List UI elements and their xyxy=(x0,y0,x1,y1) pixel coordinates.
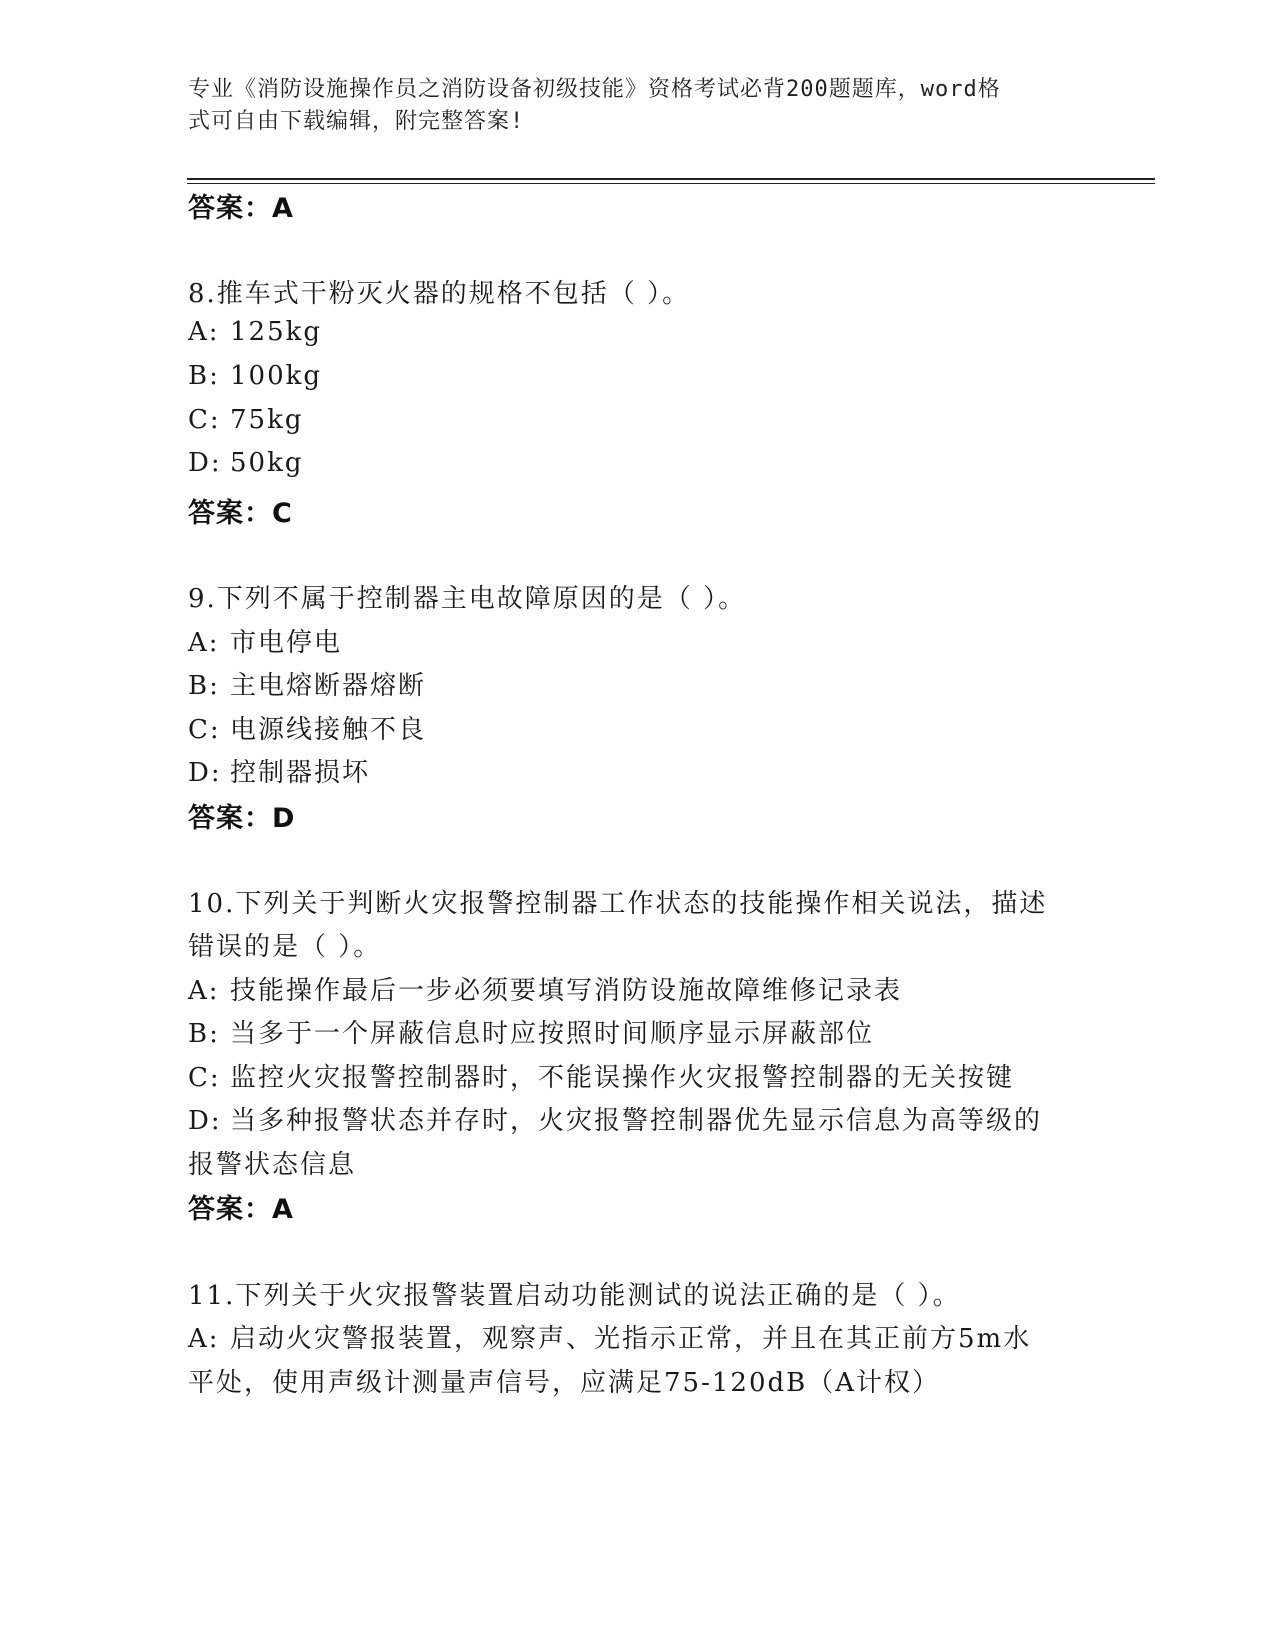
q11-option-a xyxy=(188,1318,1031,1355)
question-9-stem: 9.下列不属于控制器主电故障原因的是（ ）。 xyxy=(188,584,747,614)
q9-option-d xyxy=(188,752,370,789)
option-text: 当多于一个屏蔽信息时应按照时间顺序显示屏蔽部位 xyxy=(230,1019,875,1049)
q8-option-a xyxy=(188,317,322,347)
q10-option-d-continued: 报警状态信息 xyxy=(188,1150,357,1180)
option-text: 125kg xyxy=(230,317,323,347)
option-key: B: xyxy=(188,671,220,701)
option-text: 100kg xyxy=(230,361,323,391)
option-key: A: xyxy=(188,628,220,658)
option-key: D: xyxy=(188,1106,222,1136)
option-text: 当多种报警状态并存时，火灾报警控制器优先显示信息为高等级的 xyxy=(230,1106,1043,1136)
question-10-stem-line-2: 错误的是（ ）。 xyxy=(188,932,382,962)
option-key: A: xyxy=(188,1324,220,1354)
q9-option-a xyxy=(188,622,342,659)
q8-option-c xyxy=(188,405,303,435)
question-10-answer: 答案：A xyxy=(188,1194,294,1225)
option-key: B: xyxy=(188,361,220,391)
q11-option-a-continued: 平处，使用声级计测量声信号，应满足75-120dB（A计权） xyxy=(188,1368,941,1398)
option-key: D: xyxy=(188,758,222,788)
option-text: 75kg xyxy=(230,405,304,435)
question-11-stem: 11.下列关于火灾报警装置启动功能测试的说法正确的是（ ）。 xyxy=(188,1281,961,1311)
option-key: C: xyxy=(188,405,221,435)
document-header xyxy=(188,74,1088,138)
option-text: 启动火灾警报装置，观察声、光指示正常，并且在其正前方5m水 xyxy=(230,1324,1032,1354)
q10-option-b xyxy=(188,1013,874,1050)
option-text: 电源线接触不良 xyxy=(230,715,427,745)
q8-option-d xyxy=(188,448,303,478)
option-text: 市电停电 xyxy=(230,628,343,658)
question-10-stem-line-1: 10.下列关于判断火灾报警控制器工作状态的技能操作相关说法，描述 xyxy=(188,889,1048,919)
option-key: A: xyxy=(188,317,220,347)
option-text: 技能操作最后一步必须要填写消防设施故障维修记录表 xyxy=(230,976,903,1006)
option-text: 监控火灾报警控制器时，不能误操作火灾报警控制器的无关按键 xyxy=(230,1063,1015,1093)
question-8-stem: 8.推车式干粉灭火器的规格不包括（ ）。 xyxy=(188,279,691,309)
option-text: 控制器损坏 xyxy=(230,758,371,788)
q10-option-d xyxy=(188,1100,1042,1137)
question-8-answer: 答案：C xyxy=(188,498,293,529)
option-key: A: xyxy=(188,976,220,1006)
q10-option-a xyxy=(188,970,902,1007)
option-key: C: xyxy=(188,715,221,745)
option-key: C: xyxy=(188,1063,221,1093)
option-text: 主电熔断器熔断 xyxy=(230,671,427,701)
option-key: D: xyxy=(188,448,222,478)
q8-option-b xyxy=(188,361,322,391)
previous-answer: 答案：A xyxy=(188,193,294,224)
header-divider-thin xyxy=(187,183,1155,184)
q9-option-c xyxy=(188,709,426,746)
question-9-answer: 答案：D xyxy=(188,803,296,834)
header-divider-thick xyxy=(187,178,1155,180)
header-line-1: 专业《消防设施操作员之消防设备初级技能》资格考试必背200题题库，word格 xyxy=(188,77,1001,102)
q10-option-c xyxy=(188,1057,1014,1094)
option-text: 50kg xyxy=(230,448,304,478)
option-key: B: xyxy=(188,1019,220,1049)
header-line-2: 式可自由下载编辑，附完整答案! xyxy=(188,109,525,134)
q9-option-b xyxy=(188,665,426,702)
